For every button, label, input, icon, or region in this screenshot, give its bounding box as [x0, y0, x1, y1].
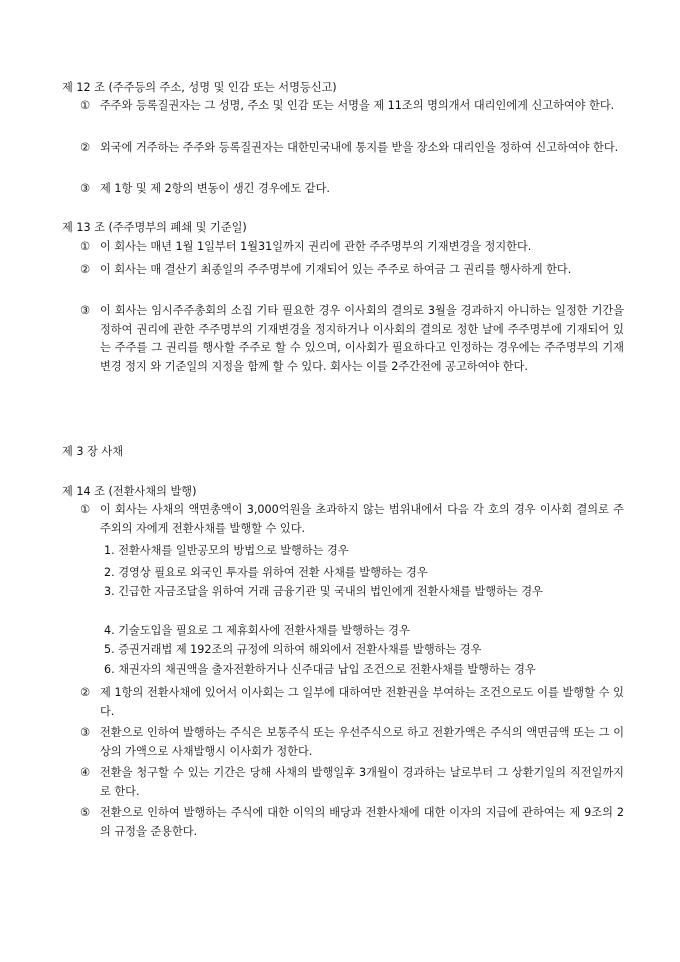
article-12-item-3: [80, 180, 624, 199]
item-text: 이 회사는 임시주주총회의 소집 기타 필요한 경우 이사회의 결의로 3월을 경과하지 아니하는 일정한 기간을 정하여 권리에 관한 주주명부의 기재변경을 정지하거나 이사회의 결의로 정한 날에 주주명부에 기재되어 있는 주주를 그 권리를 행사할 주주로 할 수 있으며, 이사회가 필요하다고 인정하는 경우에는 주주명부의 기재변경 정지 와 기준일의 지정을 함께 할 수 있다. 회사는 이를 2주간전에 공고하여야 한다.: [100, 304, 624, 373]
item-marker: ②: [80, 141, 91, 154]
chapter-heading: 제 3 장 사채: [62, 445, 124, 458]
item-marker: ②: [80, 686, 91, 699]
article-13-item-3: [80, 302, 624, 376]
article-13-title: 제 13 조 (주주명부의 폐쇄 및 기준일): [62, 221, 247, 234]
item-text: 전환으로 인하여 발행하는 주식은 보통주식 또는 우선주식으로 하고 전환가액은 주식의 액면금액 또는 그 이상의 가액으로 사채발행시 이사회가 정한다.: [100, 726, 624, 758]
item-marker: ①: [80, 503, 91, 516]
subitem-text: 2. 경영상 필요로 외국인 투자를 위하여 전환 사채를 발행하는 경우: [104, 566, 428, 579]
article-13-item-2: [80, 261, 624, 280]
article-14-subitem-6: [104, 661, 624, 680]
article-14-subitem-2: [104, 564, 624, 583]
item-text: 이 회사는 매년 1월 1일부터 1월31일까지 권리에 관한 주주명부의 기재변경을 정지한다.: [100, 240, 532, 253]
subitem-text: 6. 채권자의 채권액을 출자전환하거나 신주대금 납입 조건으로 전환사채를 발행하는 경우: [104, 663, 536, 676]
item-marker: ⑤: [80, 806, 91, 819]
item-marker: ③: [80, 726, 91, 739]
item-text: 전환을 청구할 수 있는 기간은 당해 사채의 발행일후 3개월이 경과하는 날로부터 그 상환기일의 직전일까지로 한다.: [100, 766, 624, 798]
article-13-item-1: [80, 238, 624, 257]
article-12-item-2: [80, 139, 624, 158]
item-marker: ②: [80, 263, 91, 276]
item-text: 이 회사는 매 결산기 최종일의 주주명부에 기재되어 있는 주주로 하여금 그 권리를 행사하게 한다.: [100, 263, 572, 276]
item-marker: ③: [80, 304, 91, 317]
article-14-item-4: [80, 764, 624, 801]
item-text: 이 회사는 사채의 액면총액이 3,000억원을 초과하지 않는 범위내에서 다음 각 호의 경우 이사회 결의로 주주외의 자에게 전환사채를 발행할 수 있다.: [100, 503, 624, 535]
article-14-item-5: [80, 804, 624, 841]
item-text: 제 1항의 전환사채에 있어서 이사회는 그 일부에 대하여만 전환권을 부여하는 조건으로도 이를 발행할 수 있다.: [100, 686, 624, 718]
subitem-text: 1. 전환사채를 일반공모의 방법으로 발행하는 경우: [104, 544, 349, 557]
article-14-item-2: [80, 684, 624, 721]
article-12-item-1: [80, 97, 624, 116]
subitem-text: 3. 긴급한 자금조달을 위하여 거래 금융기관 및 국내의 법인에게 전환사채를 발행하는 경우: [104, 585, 543, 598]
article-14-subitem-4: [104, 622, 624, 641]
item-text: 제 1항 및 제 2항의 변동이 생긴 경우에도 같다.: [100, 182, 330, 195]
item-marker: ①: [80, 99, 91, 112]
article-14-subitem-3: [104, 583, 624, 602]
article-14-title: 제 14 조 (전환사채의 발행): [62, 485, 197, 498]
subitem-text: 4. 기술도입을 필요로 그 제휴회사에 전환사채를 발행하는 경우: [104, 624, 410, 637]
article-14-subitem-5: [104, 641, 624, 660]
item-marker: ④: [80, 766, 91, 779]
subitem-text: 5. 증권거래법 제 192조의 규정에 의하여 해외에서 전환사채를 발행하는 경우: [104, 643, 482, 656]
item-marker: ③: [80, 182, 91, 195]
article-14-item-1: [80, 501, 624, 538]
item-text: 주주와 등록질권자는 그 성명, 주소 및 인감 또는 서명을 제 11조의 명의개서 대리인에게 신고하여야 한다.: [100, 99, 615, 112]
item-marker: ①: [80, 240, 91, 253]
item-text: 전환으로 인하여 발행하는 주식에 대한 이익의 배당과 전환사채에 대한 이자의 지급에 관하여는 제 9조의 2의 규정을 준용한다.: [100, 806, 624, 838]
article-14-item-3: [80, 724, 624, 761]
article-14-subitem-1: [104, 542, 624, 561]
article-12-title: 제 12 조 (주주등의 주소, 성명 및 인감 또는 서명등신고): [62, 81, 337, 94]
item-text: 외국에 거주하는 주주와 등록질권자는 대한민국내에 통지를 받을 장소와 대리인을 정하여 신고하여야 한다.: [100, 141, 619, 154]
